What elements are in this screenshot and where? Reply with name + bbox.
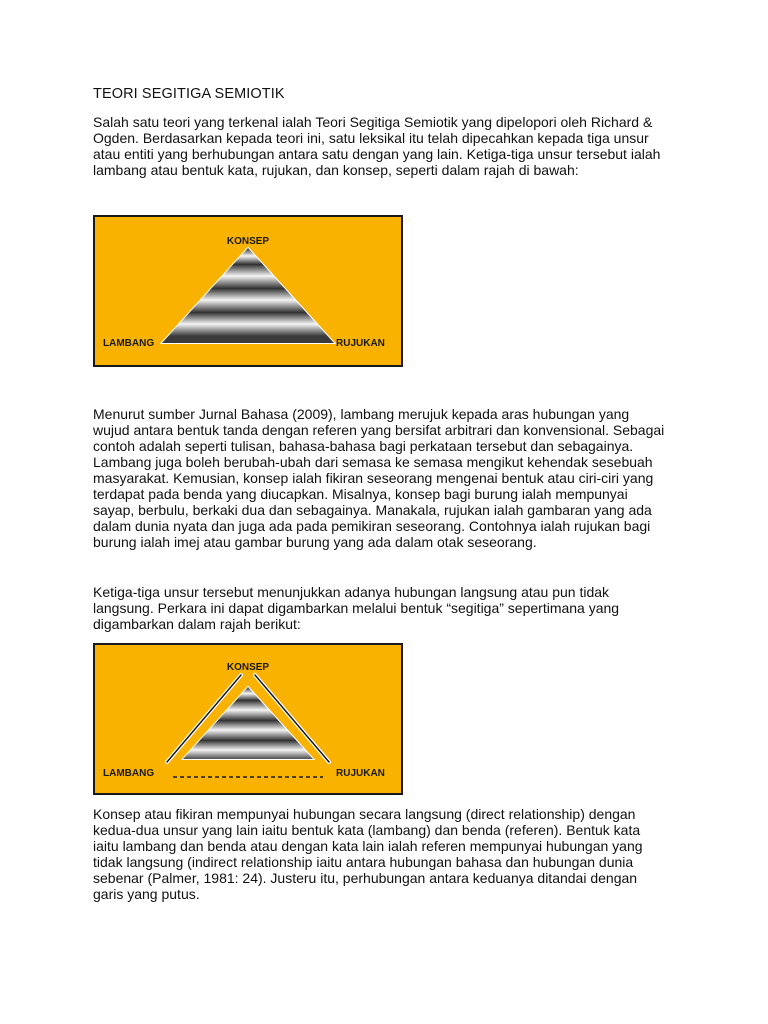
semiotic-triangle-figure <box>93 215 403 367</box>
text-line: burung ialah imej atau gambar burung yang ada dalam otak seseorang. <box>93 534 537 550</box>
text-line: terdapat pada benda yang diucapkan. Misalnya, konsep bagi burung ialah mempunyai <box>93 486 628 502</box>
text-line: Ketiga-tiga unsur tersebut menunjukkan adanya hubungan langsung atau pun tidak <box>93 584 610 600</box>
text-line: contoh adalah seperti tulisan, bahasa-bahasa bagi perkataan tersebut dan sebagainya. <box>93 438 634 454</box>
label-rujukan: RUJUKAN <box>336 338 385 349</box>
text-line: dalam dunia nyata dan juga ada pada pemikiran seseorang. Contohnya ialah rujukan bagi <box>93 518 651 534</box>
label-konsep: KONSEP <box>226 662 270 673</box>
label-rujukan: RUJUKAN <box>336 768 385 779</box>
paragraph-definitions <box>93 406 693 550</box>
text-line: masyarakat. Kemusian, konsep ialah fikiran seseorang mengenai bentuk atau ciri-ciri yang <box>93 470 654 486</box>
text-line: Lambang juga boleh berubah-ubah dari semasa ke semasa mengikut kehendak sesebuah <box>93 454 653 470</box>
text-line: langsung. Perkara ini dapat digambarkan melalui bentuk “segitiga” sepertimana yang <box>93 600 620 616</box>
text-line: wujud antara bentuk tanda dengan referen yang bersifat arbitrari dan konvensional. Sebagai <box>93 422 665 438</box>
text-line: Konsep atau fikiran mempunyai hubungan secara langsung (direct relationship) dengan <box>93 806 636 822</box>
label-lambang: LAMBANG <box>103 768 155 779</box>
paragraph-explanation <box>93 806 693 902</box>
text-line: sebenar (Palmer, 1981: 24). Justeru itu, perhubungan antara keduanya ditandai dengan <box>93 870 638 886</box>
text-line: Menurut sumber Jurnal Bahasa (2009), lambang merujuk kepada aras hubungan yang <box>93 406 630 422</box>
text-line: Salah satu teori yang terkenal ialah Teori Segitiga Semiotik yang dipelopori oleh Richard & <box>93 114 653 130</box>
label-konsep: KONSEP <box>226 236 270 247</box>
semiotic-triangle-relationship-figure <box>93 643 403 795</box>
label-lambang: LAMBANG <box>103 338 155 349</box>
page-title: TEORI SEGITIGA SEMIOTIK <box>93 86 285 102</box>
text-line: kedua-dua unsur yang lain iaitu bentuk kata (lambang) dan benda (referen). Bentuk kata <box>93 822 641 838</box>
text-line: tidak langsung (indirect relationship iaitu antara hubungan bahasa dan hubungan dunia <box>93 854 634 870</box>
text-line: atau entiti yang berhubungan antara satu dengan yang lain. Ketiga-tiga unsur tersebut ialah <box>93 146 661 162</box>
paragraph-relationship-intro <box>93 584 693 632</box>
paragraph-intro <box>93 114 693 178</box>
text-line: iaitu lambang dan benda atau dengan kata lain ialah referen mempunyai hubungan yang <box>93 838 643 854</box>
text-line: sayap, berbulu, berkaki dua dan sebagainya. Manakala, rujukan ialah gambaran yang ada <box>93 502 652 518</box>
text-line: digambarkan dalam rajah berikut: <box>93 616 301 632</box>
text-line: garis yang putus. <box>93 886 200 902</box>
text-line: Ogden. Berdasarkan kepada teori ini, satu leksikal itu telah dipecahkan kepada tiga unsur <box>93 130 649 146</box>
text-line: lambang atau bentuk kata, rujukan, dan konsep, seperti dalam rajah di bawah: <box>93 162 579 178</box>
